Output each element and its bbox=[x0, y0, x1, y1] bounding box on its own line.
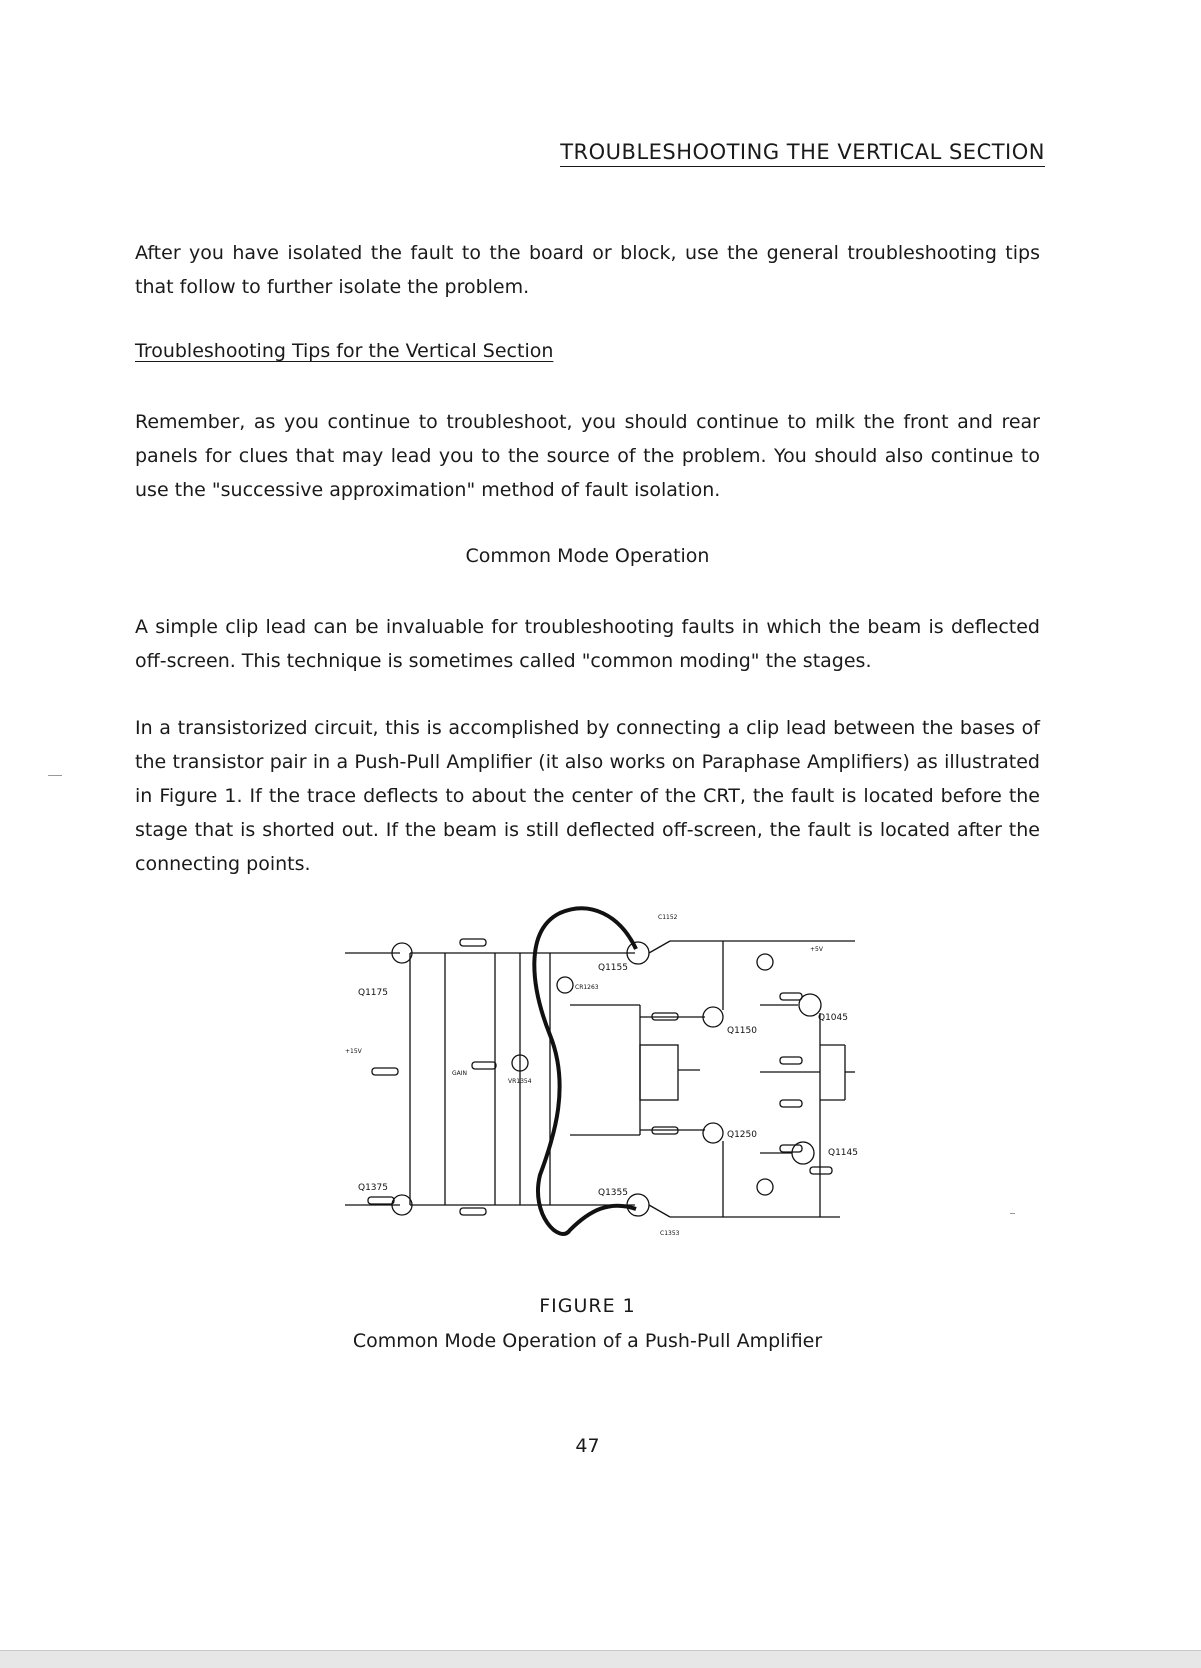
label-plus15v: +15V bbox=[345, 1048, 362, 1055]
label-q1175: Q1175 bbox=[358, 988, 388, 998]
label-plus5v: +5V bbox=[810, 946, 823, 953]
scan-speck bbox=[1010, 1213, 1015, 1214]
section-header: TROUBLESHOOTING THE VERTICAL SECTION bbox=[560, 140, 1045, 167]
common-mode-paragraph-1: A simple clip lead can be invaluable for troubleshooting faults in which the beam is deflected off-screen. This technique is sometimes called "common moding" the stages. bbox=[135, 616, 1040, 672]
push-pull-amplifier-schematic bbox=[340, 905, 860, 1250]
label-q1150: Q1150 bbox=[727, 1026, 757, 1036]
label-vr1354: VR1354 bbox=[508, 1078, 532, 1085]
page-bottom-edge bbox=[0, 1650, 1201, 1668]
tips-heading: Troubleshooting Tips for the Vertical Section bbox=[135, 340, 554, 362]
figure-caption: Common Mode Operation of a Push-Pull Amplifier bbox=[352, 1330, 823, 1352]
label-c1353: C1353 bbox=[660, 1230, 680, 1237]
label-cr1263: CR1263 bbox=[575, 984, 599, 991]
page-number: 47 bbox=[575, 1435, 600, 1457]
label-q1145: Q1145 bbox=[828, 1148, 858, 1158]
label-q1375: Q1375 bbox=[358, 1183, 388, 1193]
label-c1152: C1152 bbox=[658, 914, 678, 921]
label-gain: GAIN bbox=[452, 1070, 468, 1077]
label-q1250: Q1250 bbox=[727, 1130, 757, 1140]
common-mode-heading: Common Mode Operation bbox=[465, 545, 710, 567]
label-q1355: Q1355 bbox=[598, 1188, 628, 1198]
label-q1155: Q1155 bbox=[598, 963, 628, 973]
intro-paragraph: After you have isolated the fault to the board or block, use the general troubleshooting tips that follow to further isolate the problem. bbox=[135, 242, 1040, 298]
tips-paragraph: Remember, as you continue to troubleshoot, you should continue to milk the front and rear panels for clues that may lead you to the source of the problem. You should also continue to use the "successive approximation" method of fault isolation. bbox=[135, 411, 1040, 501]
figure-title: FIGURE 1 bbox=[539, 1295, 636, 1317]
scan-speck bbox=[48, 775, 62, 776]
common-mode-paragraph-2: In a transistorized circuit, this is accomplished by connecting a clip lead between the bases of the transistor pair in a Push-Pull Amplifier (it also works on Paraphase Amplifiers) as illustrated in Figure 1. If the trace deflects to about the center of the CRT, the fault is located before the stage that is shorted out. If the beam is still deflected off-screen, the fault is located after the connecting points. bbox=[135, 717, 1040, 875]
label-q1045: Q1045 bbox=[818, 1013, 848, 1023]
